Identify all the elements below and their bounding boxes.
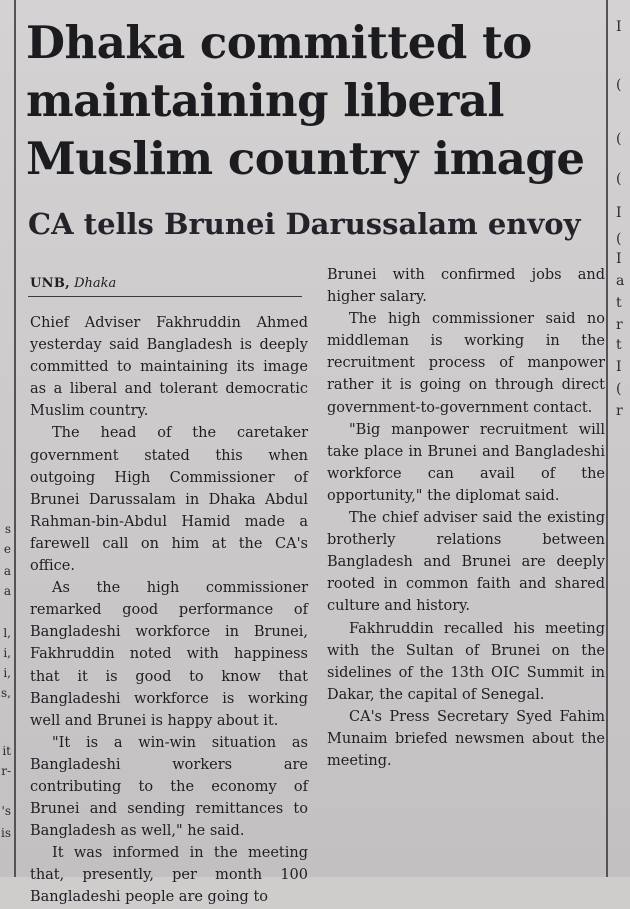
edge-fragment: I	[616, 251, 622, 267]
edge-fragment: a	[616, 273, 625, 289]
article-column-1	[30, 312, 308, 909]
paragraph: As the high commissioner remarked good performance of Bangladeshi workforce in Brunei, Fakhruddin noted with happiness that it is good to know that Bangladeshi workforce is working well and Brunei is happy about it.	[30, 580, 308, 729]
edge-fragment: r	[616, 403, 623, 419]
adjacent-column-left-fragments	[0, 0, 12, 877]
byline-divider	[28, 296, 302, 297]
edge-fragment: a	[3, 584, 11, 598]
byline-source: UNB,	[30, 276, 70, 291]
paragraph: Chief Adviser Fakhruddin Ahmed yesterday said Bangladesh is deeply committed to maintaining its image as a liberal and tolerant democratic Muslim country.	[30, 315, 308, 420]
edge-fragment: t	[616, 295, 622, 311]
byline	[30, 276, 302, 292]
column-rule-left	[14, 0, 16, 877]
edge-fragment: i,	[3, 666, 11, 680]
edge-fragment: s	[4, 522, 11, 536]
paragraph: The head of the caretaker government stated this when outgoing High Commissioner of Brunei Darussalam in Dhaka Abdul Rahman-bin-Abdul Hamid made a farewell call on him at the CA's office.	[30, 425, 308, 575]
paragraph: Brunei with confirmed jobs and higher salary.	[327, 267, 605, 306]
paragraph: Fakhruddin recalled his meeting with the Sultan of Brunei on the sidelines of the 13th OIC Summit in Dakar, the capital of Senegal.	[327, 620, 605, 703]
paragraph: It was informed in the meeting that, presently, per month 100 Bangladeshi people are going to	[30, 845, 308, 906]
paragraph: The chief adviser said the existing brotherly relations between Bangladesh and Brunei are deeply rooted in common faith and shared culture and history.	[327, 510, 605, 615]
paragraph: The high commissioner said no middleman is working in the recruitment process of manpower rather it is going on through direct government-to-government contact.	[327, 311, 605, 416]
edge-fragment: I	[616, 19, 622, 35]
edge-fragment: r	[616, 317, 623, 333]
paragraph: "Big manpower recruitment will take place in Brunei and Bangladeshi workforce can avail of the opportunity," the diplomat said.	[327, 421, 605, 504]
edge-fragment: (	[616, 131, 622, 147]
column-rule-right	[606, 0, 608, 877]
edge-fragment: l,	[3, 626, 11, 640]
byline-location: Dhaka	[74, 276, 117, 291]
paragraph: CA's Press Secretary Syed Fahim Munaim briefed newsmen about the meeting.	[327, 708, 605, 770]
edge-fragment: (	[616, 381, 622, 397]
edge-fragment: it	[2, 744, 11, 758]
edge-fragment: a	[3, 564, 11, 578]
edge-fragment: is	[1, 826, 11, 840]
edge-fragment: (	[616, 231, 622, 247]
edge-fragment: I	[616, 205, 622, 221]
edge-fragment: (	[616, 171, 622, 187]
subheadline: CA tells Brunei Darussalam envoy	[28, 207, 581, 241]
edge-fragment: t	[616, 337, 622, 353]
adjacent-column-right-fragments	[612, 0, 630, 877]
paragraph: "It is a win-win situation as Bangladeshi workers are contributing to the economy of Brunei and sending remittances to Bangladesh as well," he said.	[30, 734, 308, 840]
edge-fragment: 's	[1, 804, 11, 818]
edge-fragment: (	[616, 77, 622, 93]
headline: Dhaka committed to maintaining liberal Muslim country image	[26, 16, 585, 185]
edge-fragment: I	[616, 359, 622, 375]
edge-fragment: r-	[1, 764, 11, 778]
edge-fragment: s,	[1, 686, 11, 700]
article-column-2	[327, 264, 605, 772]
edge-fragment: e	[3, 542, 11, 556]
edge-fragment: i,	[3, 646, 11, 660]
